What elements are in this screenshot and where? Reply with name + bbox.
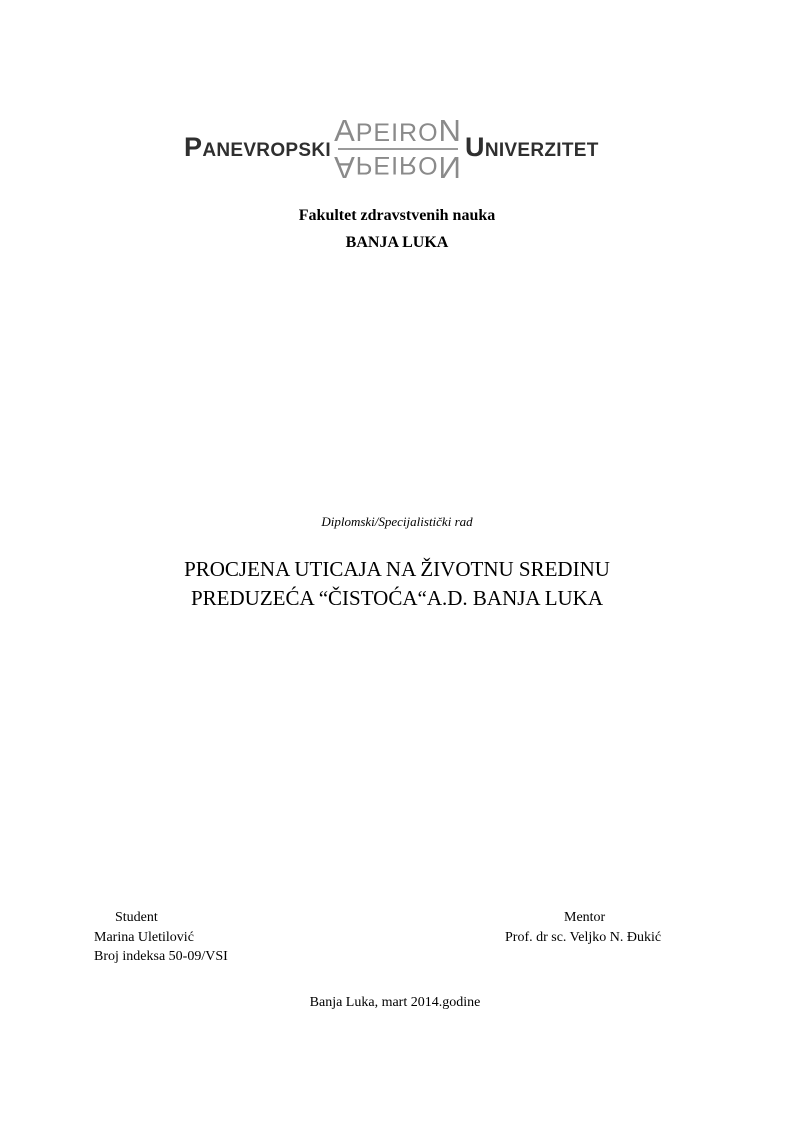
faculty-city: BANJA LUKA [345, 234, 449, 251]
logo-word-panevropski: PANEVROPSKI [184, 132, 331, 162]
apeiron-emblem [334, 113, 462, 185]
student-index-number: Broj indeksa 50-09/VSI [94, 949, 228, 964]
logo-word-univerzitet: UNIVERZITET [465, 132, 599, 162]
thesis-title-line-1: PROCJENA UTICAJA NA ŽIVOTNU SREDINU [184, 557, 610, 581]
university-logo [184, 113, 604, 185]
place-and-date: Banja Luka, mart 2014.godine [309, 995, 481, 1010]
mentor-label: Mentor [564, 910, 606, 925]
faculty-name: Fakultet zdravstvenih nauka [298, 207, 496, 224]
thesis-title-line-2: PREDUZEĆA “ČISTOĆA“A.D. BANJA LUKA [190, 586, 604, 610]
apeiron-word-top: APEIRON [334, 113, 462, 148]
mentor-name: Prof. dr sc. Veljko N. Đukić [505, 930, 662, 945]
student-name: Marina Uletilović [94, 930, 194, 945]
thesis-type: Diplomski/Specijalistički rad [321, 514, 473, 529]
student-label: Student [115, 910, 158, 925]
apeiron-word-mirrored: APEIRON [334, 150, 462, 185]
